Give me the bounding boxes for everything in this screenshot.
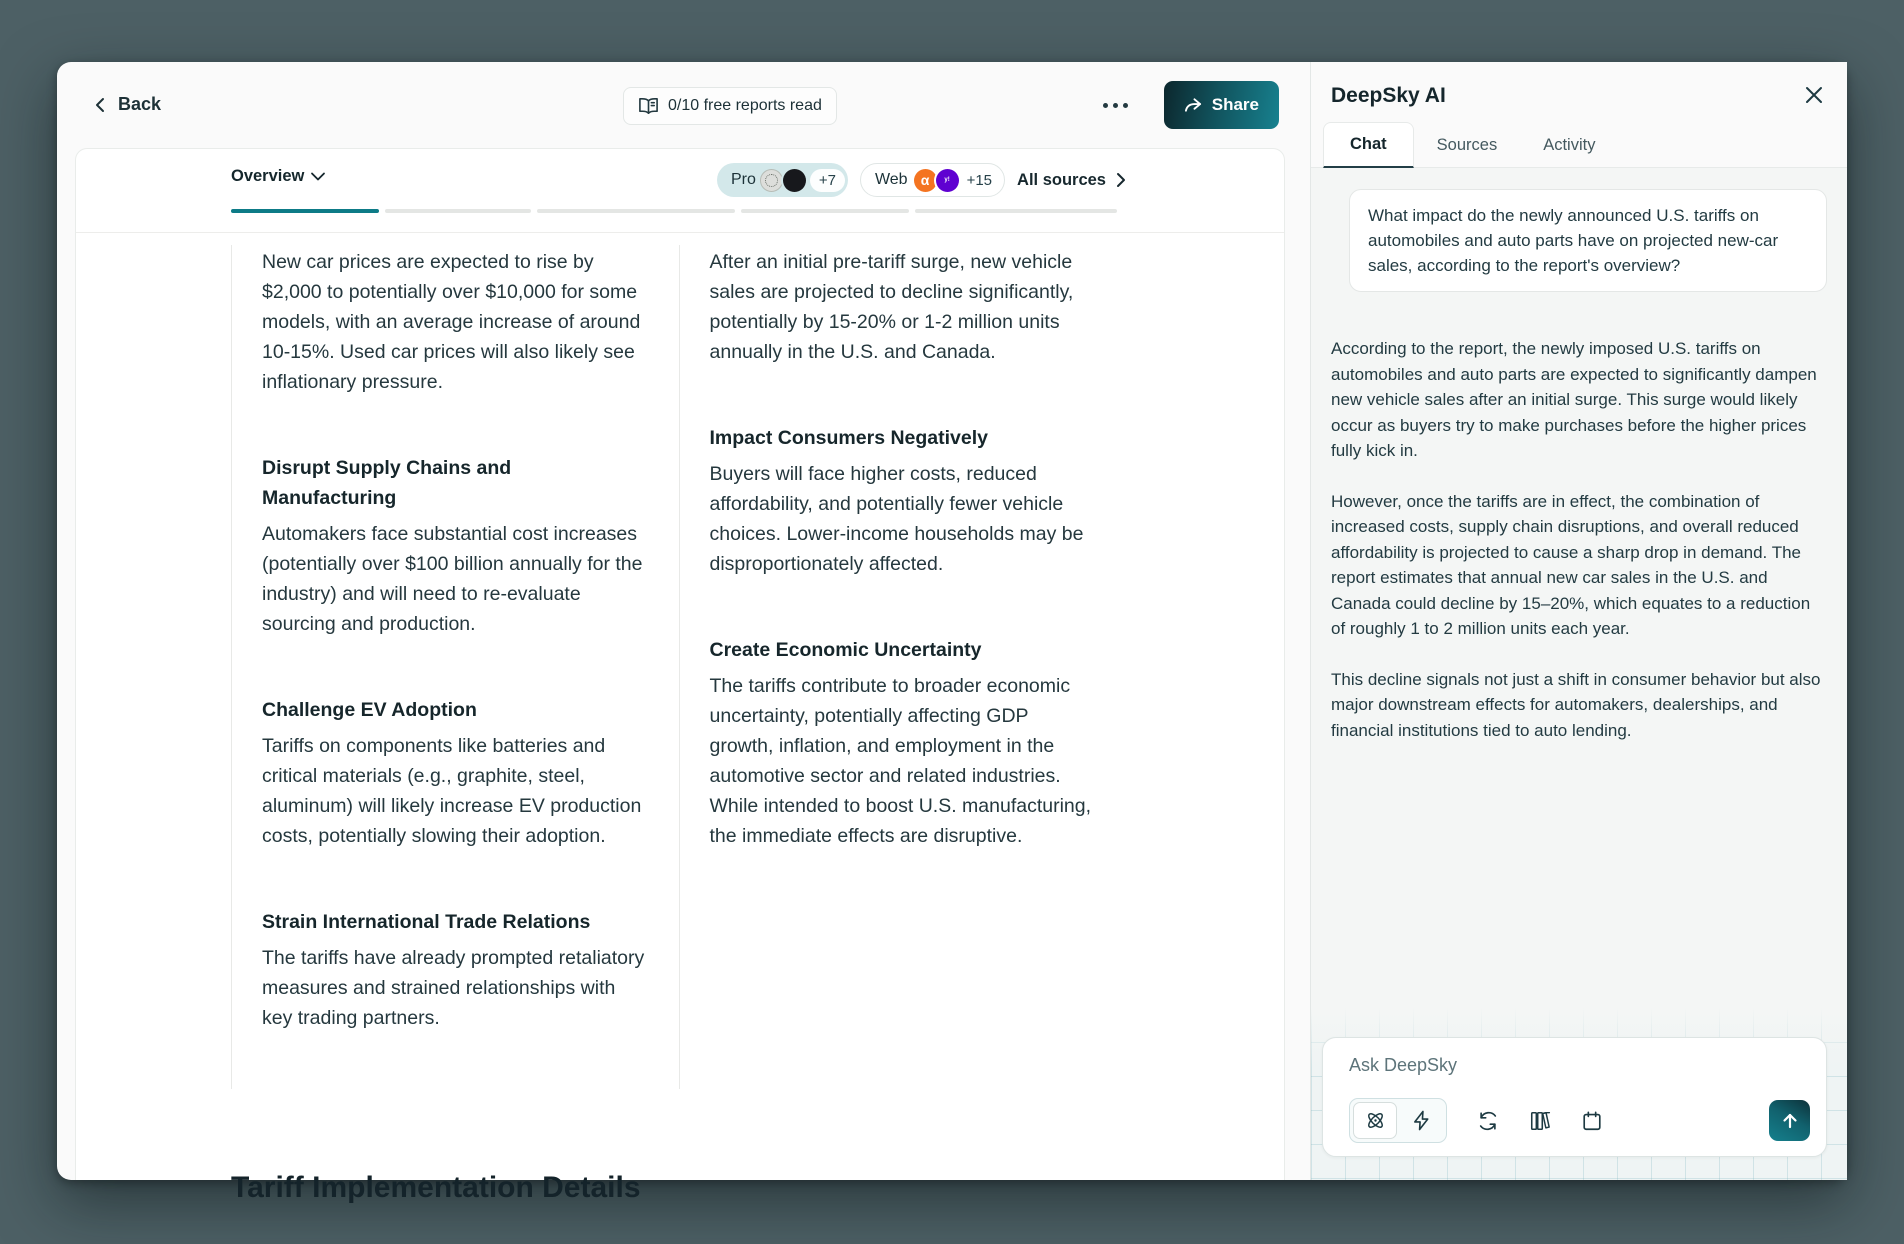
sources-pro-badge[interactable]: [717, 163, 848, 197]
chat-input[interactable]: [1322, 1037, 1827, 1157]
answer-paragraph: According to the report, the newly imposed U.S. tariffs on automobiles and auto parts are expected to significantly dampen new vehicle sales after an initial surge. This surge would likely occur as buyers try to make purchases before the higher prices fully kick in.: [1331, 339, 1817, 460]
segment[interactable]: [915, 209, 1117, 213]
back-button[interactable]: [93, 94, 161, 115]
report-main-area: [57, 62, 1310, 1204]
overview-block: [262, 453, 645, 639]
composer-toolbar: [1349, 1098, 1810, 1143]
block-body: The tariffs have already prompted retaliatory measures and strained relationships with key trading partners.: [262, 947, 645, 1029]
segment[interactable]: [537, 209, 735, 213]
report-topbar: [57, 62, 1310, 148]
block-body: The tariffs contribute to broader economic uncertainty, potentially affecting GDP growth, inflation, and employment in the automotive sector and related industries. While intended to boost U.S. manufacturing, the immediate effects are disruptive.: [709, 675, 1092, 847]
chevron-down-icon: [311, 172, 325, 181]
arrow-up-icon: [1781, 1112, 1799, 1130]
report-overview-content: [231, 245, 1126, 1089]
share-arrow-icon: [1184, 96, 1203, 114]
answer-paragraph: However, once the tariffs are in effect, the combination of increased costs, supply chain disruptions, and overall reduced affordability is projected to cause a sharp drop in demand. The report estimates that annual new car sales in the U.S. and Canada could decline by 15–20%, which equates to a reduction of roughly 1 to 2 million units each year.: [1331, 491, 1811, 638]
overview-block: [710, 423, 1093, 579]
share-label: Share: [1211, 95, 1259, 114]
next-section-heading: Tariff Implementation Details: [231, 1171, 641, 1204]
assistant-panel: [1310, 62, 1847, 1180]
library-books-icon[interactable]: [1529, 1110, 1551, 1132]
app-window: [57, 62, 1847, 1204]
share-button[interactable]: [1164, 81, 1279, 129]
overview-block: [262, 907, 645, 1033]
tab-chat[interactable]: Chat: [1323, 122, 1414, 168]
source-badges: [717, 163, 1126, 197]
chat-input-placeholder: Ask DeepSky: [1349, 1055, 1458, 1075]
deep-mode-button[interactable]: [1353, 1102, 1397, 1139]
report-card-header: [76, 149, 1284, 233]
gov-seal-icon: [760, 169, 783, 192]
web-more-count: +15: [966, 171, 993, 189]
free-reports-label: 0/10 free reports read: [668, 97, 822, 114]
calendar-icon[interactable]: [1581, 1110, 1603, 1132]
all-sources-button[interactable]: [1017, 166, 1126, 195]
free-reports-badge[interactable]: [623, 87, 837, 125]
lightning-icon: [1412, 1110, 1431, 1131]
assistant-tabs: [1311, 122, 1847, 168]
segment-active[interactable]: [231, 209, 379, 213]
section-label: Overview: [231, 167, 305, 185]
refresh-icon[interactable]: [1477, 1110, 1499, 1132]
block-body: Automakers face substantial cost increases (potentially over $100 billion annually for the industry) and will need to re-evaluate sourcing and production.: [262, 523, 643, 635]
overview-block: [710, 247, 1093, 367]
overview-column-right: [679, 245, 1127, 1089]
block-heading: Disrupt Supply Chains and Manufacturing: [262, 457, 512, 509]
pro-more-count: +7: [810, 169, 845, 192]
overview-block: [710, 635, 1093, 851]
answer-paragraph: This decline signals not just a shift in consumer behavior but also major downstream effects for automakers, dealerships, and financial institutions tied to auto lending.: [1331, 669, 1821, 740]
sources-web-badge[interactable]: [860, 163, 1005, 197]
block-body: Buyers will face higher costs, reduced affordability, and potentially fewer vehicle choices. Lower-income households may be disproportionately affected.: [709, 463, 1084, 575]
block-body: New car prices are expected to rise by $2,000 to potentially over $10,000 for some models, with an average increase of around 10-15%. Used car prices will also likely see inflationary pressure.: [262, 251, 641, 393]
dark-source-icon: [783, 169, 806, 192]
mode-switcher: [1349, 1098, 1447, 1143]
section-dropdown[interactable]: [231, 167, 325, 186]
close-icon[interactable]: [1799, 80, 1829, 110]
open-book-icon: [638, 97, 659, 115]
assistant-title: DeepSky AI: [1331, 84, 1446, 107]
block-heading: Impact Consumers Negatively: [709, 427, 989, 449]
tab-activity[interactable]: Activity: [1543, 135, 1596, 154]
yahoo-source-icon: y!: [936, 169, 959, 192]
atom-icon: [1365, 1110, 1386, 1131]
web-label: Web: [874, 171, 908, 188]
section-progress-segments[interactable]: [231, 209, 1117, 213]
tab-sources[interactable]: Sources: [1436, 135, 1498, 154]
block-body: After an initial pre-tariff surge, new vehicle sales are projected to decline significantly, potentially by 15-20% or 1-2 million units annually in the U.S. and Canada.: [709, 251, 1074, 363]
block-heading: Challenge EV Adoption: [262, 699, 477, 721]
send-button[interactable]: [1769, 1100, 1810, 1141]
chevron-right-icon: [1116, 172, 1126, 188]
block-body: Tariffs on components like batteries and critical materials (e.g., graphite, steel, aluminum) will likely increase EV production costs, potentially slowing their adoption.: [262, 735, 642, 847]
block-heading: Create Economic Uncertainty: [709, 639, 982, 661]
overflow-menu-icon[interactable]: [1101, 95, 1130, 116]
chevron-left-icon: [93, 97, 109, 113]
chat-body: [1311, 168, 1847, 1180]
report-card: [75, 148, 1285, 1204]
assistant-answer: [1331, 336, 1827, 743]
fast-mode-button[interactable]: [1399, 1102, 1443, 1139]
segment[interactable]: [741, 209, 909, 213]
segment[interactable]: [385, 209, 531, 213]
overview-column-left: [231, 245, 679, 1089]
topbar-actions: [1101, 81, 1279, 129]
all-sources-label: All sources: [1017, 170, 1106, 189]
overview-block: [262, 247, 645, 397]
composer-zone: [1311, 1008, 1847, 1180]
back-label: Back: [118, 94, 162, 114]
assistant-header: [1311, 62, 1847, 108]
alpha-source-icon: α: [914, 169, 937, 192]
pro-label: Pro: [730, 171, 756, 188]
user-question-bubble: What impact do the newly announced U.S. tariffs on automobiles and auto parts have on projected new-car sales, according to the report's overview?: [1349, 189, 1827, 292]
block-heading: Strain International Trade Relations: [262, 911, 591, 933]
overview-block: [262, 695, 645, 851]
